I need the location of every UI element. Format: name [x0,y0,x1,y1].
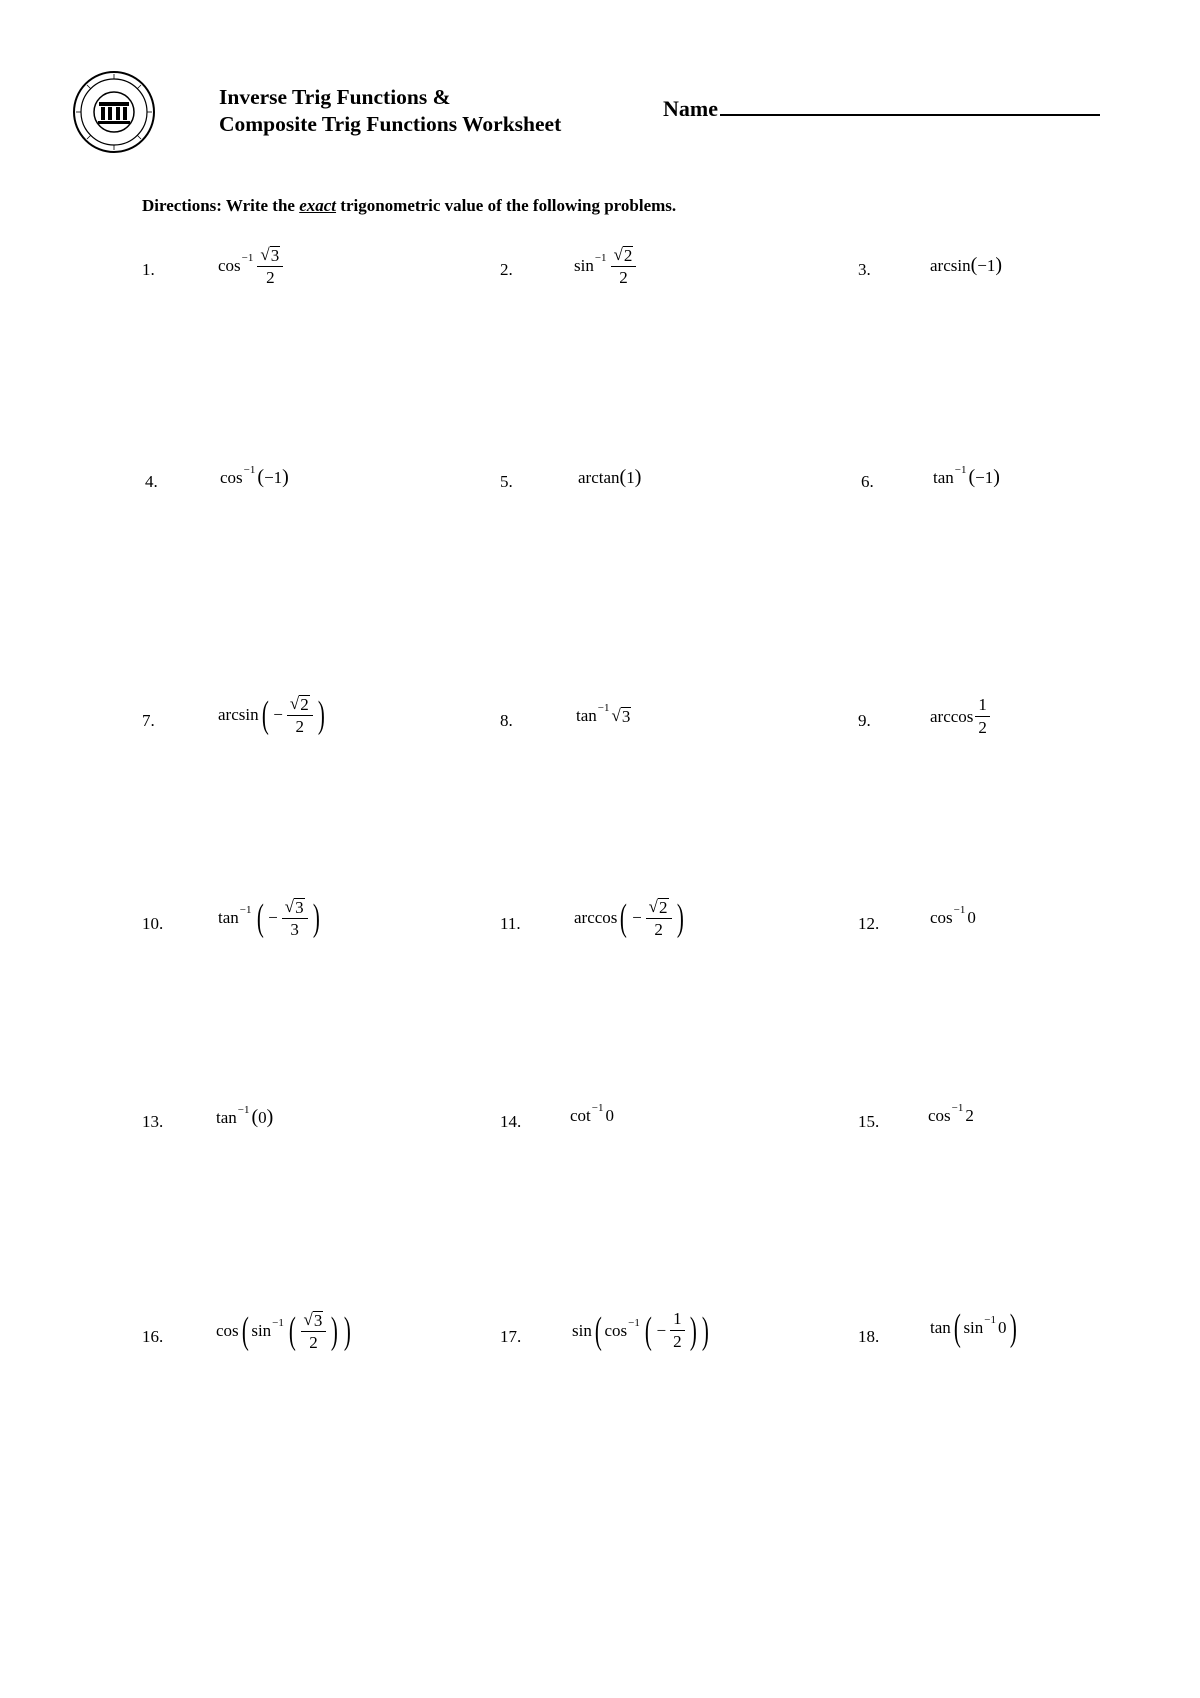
directions: Directions: Write the exact trigonometric value of the following problems. [142,196,677,215]
name-label: Name [663,96,718,121]
name-blank-line[interactable] [720,100,1100,116]
school-seal-icon [72,70,156,154]
name-field[interactable] [663,96,1100,122]
title-line-2: Composite Trig Functions Worksheet [219,112,562,136]
worksheet-title [219,84,561,138]
title-line-1: Inverse Trig Functions & [219,85,451,109]
directions-emphasis: exact [299,196,337,215]
